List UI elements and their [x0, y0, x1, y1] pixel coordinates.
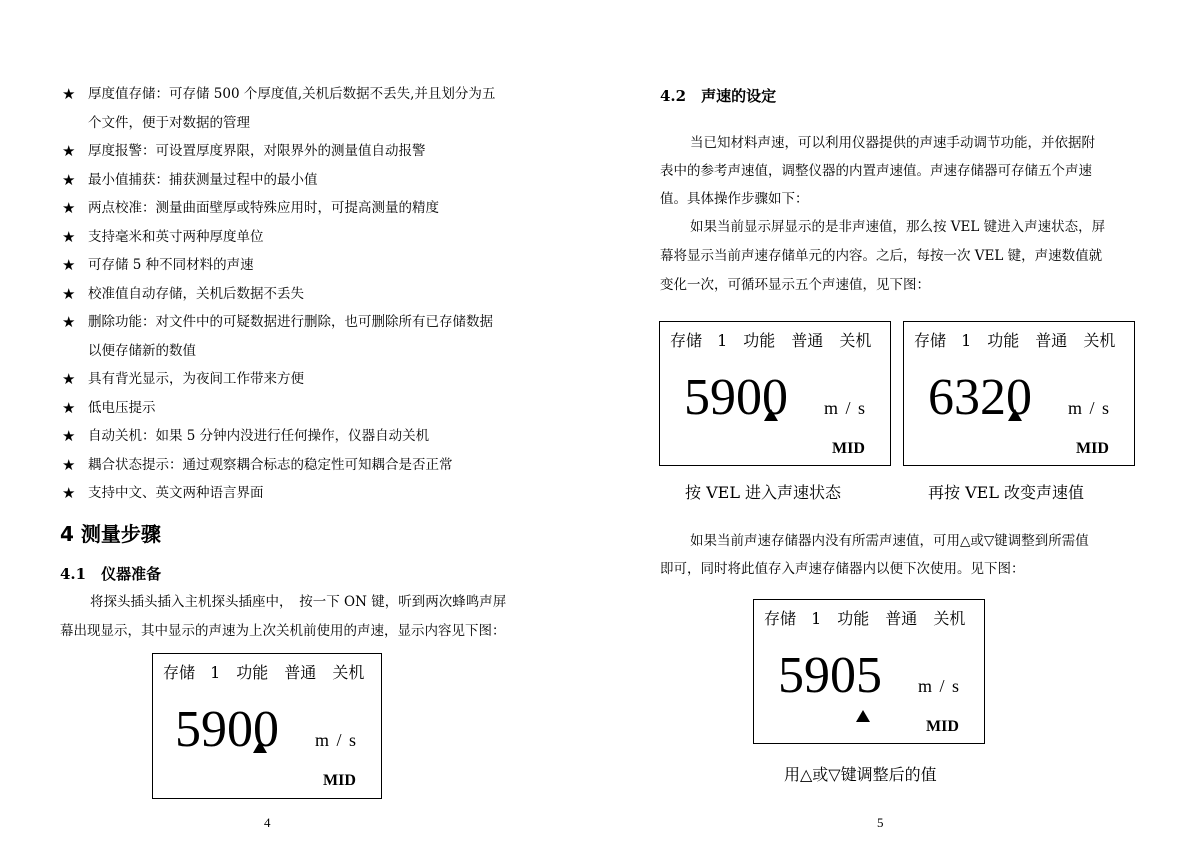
feature-text: 自动关机：如果 5 分钟内没进行任何操作，仪器自动关机: [88, 428, 430, 444]
star-icon: ★: [62, 142, 76, 160]
star-icon: ★: [62, 285, 76, 303]
lcd-menu-func: 功能: [837, 609, 870, 628]
paragraph-line: 变化一次，可循环显示五个声速值，见下图：: [660, 277, 930, 293]
lcd-menu-off: 关机: [933, 609, 966, 628]
star-icon: ★: [62, 484, 76, 502]
lcd-menu-mode: 普通: [284, 663, 317, 682]
cursor-up-icon: [764, 409, 778, 421]
lcd-menu-bar: [764, 606, 981, 629]
paragraph-line: 将探头插头插入主机探头插座中， 按一下 ON 键，听到两次蜂鸣声屏: [90, 594, 507, 610]
lcd-velocity-value: 5905: [778, 647, 882, 704]
paragraph-line: 幕出现显示，其中显示的声速为上次关机前使用的声速，显示内容见下图：: [60, 623, 506, 639]
lcd-mode-label: MID: [832, 440, 865, 457]
lcd-unit: m / s: [918, 676, 960, 696]
star-icon: ★: [62, 256, 76, 274]
lcd-mode-label: MID: [323, 772, 356, 789]
lcd-menu-off: 关机: [332, 663, 365, 682]
lcd-unit: m / s: [1068, 398, 1110, 418]
lcd-menu-func: 功能: [236, 663, 269, 682]
lcd-menu-mode: 普通: [791, 331, 824, 350]
feature-text: 支持毫米和英寸两种厚度单位: [88, 229, 264, 245]
lcd-menu-bar: [914, 328, 1131, 351]
lcd-mode-label: MID: [1076, 440, 1109, 457]
paragraph-line: 当已知材料声速，可以利用仪器提供的声速手动调节功能，并依据附: [690, 135, 1095, 151]
figure-caption: 按 VEL 进入声速状态: [685, 483, 842, 502]
lcd-menu-func: 功能: [987, 331, 1020, 350]
lcd-menu-off: 关机: [839, 331, 872, 350]
lcd-unit: m / s: [315, 730, 357, 750]
cursor-up-icon: [856, 710, 870, 722]
lcd-menu-mode: 普通: [1035, 331, 1068, 350]
paragraph-line: 幕将显示当前声速存储单元的内容。之后，每按一次 VEL 键，声速数值就: [660, 248, 1103, 264]
feature-text-continued: 个文件，便于对数据的管理: [88, 115, 250, 131]
star-icon: ★: [62, 228, 76, 246]
lcd-menu-store: 存储 1: [764, 609, 822, 628]
star-icon: ★: [62, 456, 76, 474]
feature-text: 可存储 5 种不同材料的声速: [88, 257, 254, 273]
cursor-up-icon: [253, 741, 267, 753]
paragraph-line: 表中的参考声速值，调整仪器的内置声速值。声速存储器可存储五个声速: [660, 163, 1092, 179]
lcd-menu-bar: [670, 328, 887, 351]
subsection-title: 4.2 声速的设定: [660, 87, 777, 105]
feature-text-continued: 以便存储新的数值: [88, 343, 196, 359]
lcd-velocity-value: 5900: [684, 369, 788, 426]
lcd-menu-off: 关机: [1083, 331, 1116, 350]
paragraph-line: 即可，同时将此值存入声速存储器内以便下次使用。见下图：: [660, 561, 1025, 577]
page-number: 4: [264, 815, 271, 830]
star-icon: ★: [62, 370, 76, 388]
feature-text: 低电压提示: [88, 400, 156, 416]
star-icon: ★: [62, 85, 76, 103]
lcd-unit: m / s: [824, 398, 866, 418]
feature-text: 具有背光显示，为夜间工作带来方便: [88, 371, 304, 387]
star-icon: ★: [62, 199, 76, 217]
lcd-menu-store: 存储 1: [914, 331, 972, 350]
lcd-display: [152, 653, 382, 799]
page-number: 5: [877, 815, 884, 830]
lcd-menu-bar: [163, 660, 380, 683]
feature-text: 厚度值存储：可存储 500 个厚度值,关机后数据不丢失,并且划分为五: [88, 86, 496, 102]
star-icon: ★: [62, 171, 76, 189]
section-title: 4 测量步骤: [60, 522, 161, 546]
star-icon: ★: [62, 313, 76, 331]
figure-caption: 再按 VEL 改变声速值: [928, 483, 1085, 502]
feature-text: 支持中文、英文两种语言界面: [88, 485, 264, 501]
feature-text: 厚度报警：可设置厚度界限，对限界外的测量值自动报警: [88, 143, 426, 159]
paragraph-line: 值。具体操作步骤如下：: [660, 191, 809, 207]
lcd-display: [903, 321, 1135, 466]
star-icon: ★: [62, 399, 76, 417]
lcd-mode-label: MID: [926, 718, 959, 735]
lcd-display: [753, 599, 985, 744]
lcd-velocity-value: 6320: [928, 369, 1032, 426]
lcd-menu-store: 存储 1: [163, 663, 221, 682]
subsection-title: 4.1 仪器准备: [60, 565, 162, 583]
paragraph-line: 如果当前显示屏显示的是非声速值，那么按 VEL 键进入声速状态，屏: [690, 219, 1106, 235]
lcd-menu-mode: 普通: [885, 609, 918, 628]
right-page: [600, 0, 1200, 848]
star-icon: ★: [62, 427, 76, 445]
feature-text: 耦合状态提示：通过观察耦合标志的稳定性可知耦合是否正常: [88, 457, 453, 473]
feature-text: 最小值捕获：捕获测量过程中的最小值: [88, 172, 318, 188]
lcd-menu-func: 功能: [743, 331, 776, 350]
cursor-up-icon: [1008, 409, 1022, 421]
figure-caption: 用△或▽键调整后的值: [784, 765, 937, 784]
feature-text: 两点校准：测量曲面壁厚或特殊应用时，可提高测量的精度: [88, 200, 439, 216]
feature-text: 校准值自动存储，关机后数据不丢失: [88, 286, 304, 302]
paragraph-line: 如果当前声速存储器内没有所需声速值，可用△或▽键调整到所需值: [690, 533, 1089, 549]
feature-text: 删除功能：对文件中的可疑数据进行删除，也可删除所有已存储数据: [88, 314, 493, 330]
lcd-velocity-value: 5900: [175, 701, 279, 758]
lcd-display: [659, 321, 891, 466]
lcd-menu-store: 存储 1: [670, 331, 728, 350]
